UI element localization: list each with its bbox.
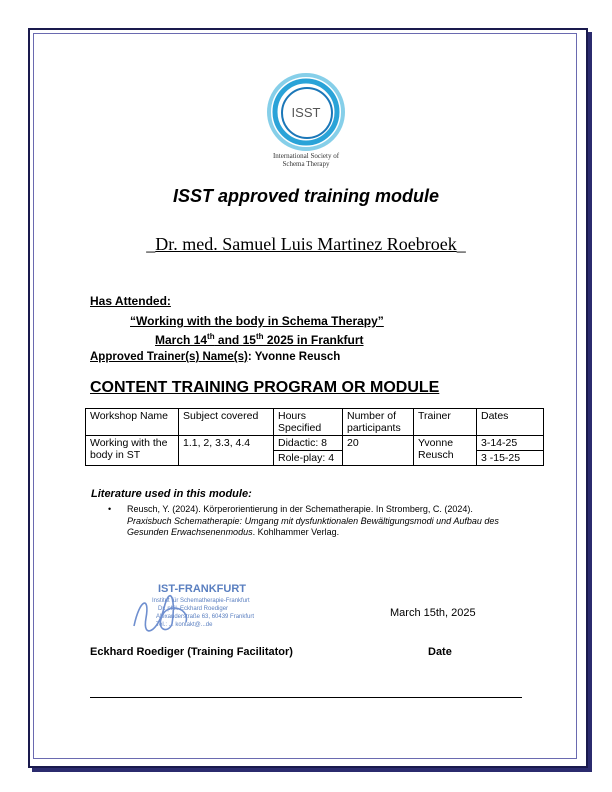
header-cell: Trainer: [414, 409, 477, 436]
program-heading: CONTENT TRAINING PROGRAM OR MODULE: [90, 379, 440, 396]
course-title: “Working with the body in Schema Therapy”: [130, 314, 384, 328]
attended-label: Has Attended:: [90, 294, 171, 308]
bullet-icon: •: [108, 504, 112, 514]
hours-didactic-cell: Didactic: 8: [274, 436, 343, 451]
literature-item: • Reusch, Y. (2024). Körperorientierung in der Schematherapie. In Stromberg, C. (2024). Praxisbuch Schematherapie: Umgang mit dysfunktionalen Bewältigungsmodi und Aufbau des Gesunden Erwachsenenmodus. Kohlhammer Verlag.: [108, 504, 499, 537]
header-cell: Subject covered: [179, 409, 274, 436]
svg-text:Institut für Schematherapie-Fr: Institut für Schematherapie-Frankfurt: [152, 598, 250, 604]
program-table: [85, 408, 544, 466]
participants-cell: 20: [343, 436, 414, 466]
recipient-name: _Dr. med. Samuel Luis Martinez Roebroek_: [146, 234, 466, 254]
date-cell: 3-14-25: [477, 436, 544, 451]
svg-text:Tel.: ... kontakt@...de: Tel.: ... kontakt@...de: [156, 622, 213, 628]
table-header-row: [86, 409, 544, 436]
header-cell: Number of participants: [343, 409, 414, 436]
literature-heading: Literature used in this module:: [91, 488, 252, 500]
date-label: Date: [428, 646, 452, 658]
isst-logo: [266, 72, 346, 152]
header-cell: Dates: [477, 409, 544, 436]
signature-date: March 15th, 2025: [390, 607, 476, 619]
svg-text:Alexanderstraße 63, 60439 Fran: Alexanderstraße 63, 60439 Frankfurt: [156, 614, 255, 620]
course-dates: March 14th and 15th 2025 in Frankfurt: [155, 332, 364, 347]
header-cell: Workshop Name: [86, 409, 179, 436]
logo-org-name: International Society of Schema Therapy: [272, 152, 340, 168]
subjects-cell: 1.1, 2, 3.3, 4.4: [179, 436, 274, 466]
stamp-name: IST-FRANKFURT: [158, 583, 246, 595]
facilitator-name: Eckhard Roediger (Training Facilitator): [90, 646, 293, 658]
hours-roleplay-cell: Role-play: 4: [274, 451, 343, 466]
trainer-cell: Yvonne Reusch: [414, 436, 477, 466]
svg-text:Dr. phil. Eckhard Roediger: Dr. phil. Eckhard Roediger: [158, 606, 229, 612]
certificate-title: ISST approved training module: [172, 186, 440, 206]
approved-trainer: Approved Trainer(s) Name(s): Yvonne Reusch: [90, 351, 341, 363]
table-row: [86, 436, 544, 451]
institute-stamp: [128, 578, 272, 636]
logo-acronym: ISST: [291, 105, 321, 120]
date-cell: 3 -15-25: [477, 451, 544, 466]
header-cell: Hours Specified: [274, 409, 343, 436]
signature-line: [90, 697, 522, 698]
workshop-cell: Working with the body in ST: [86, 436, 179, 466]
